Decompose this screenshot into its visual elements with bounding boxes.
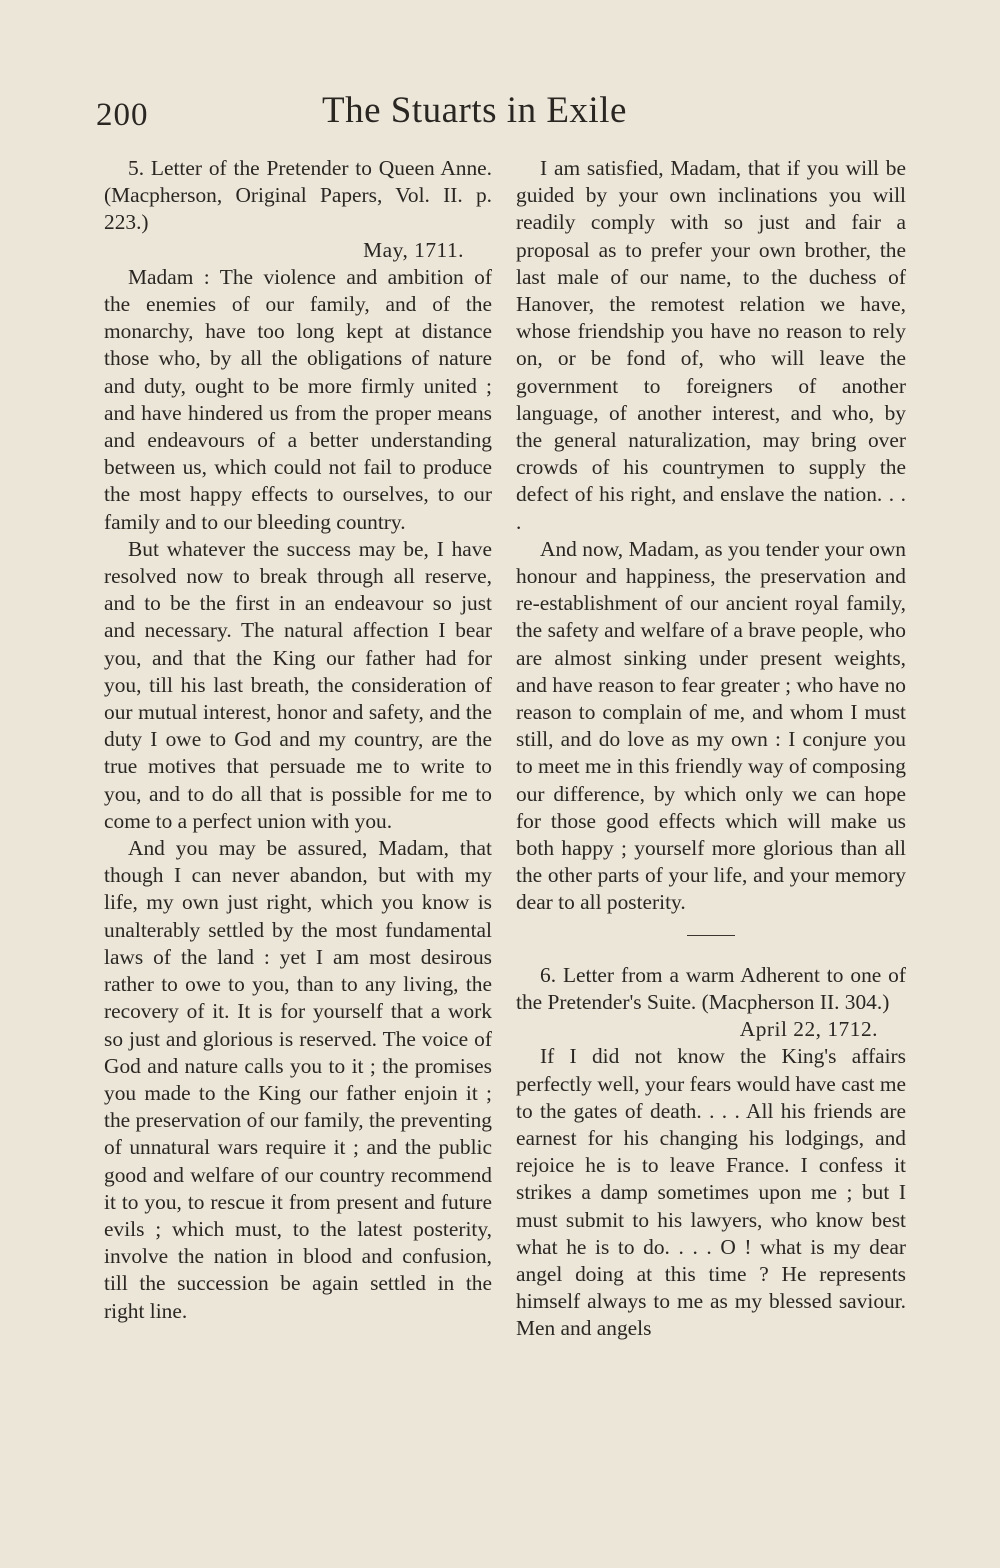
letter-6-heading: 6. Letter from a warm Adherent to one of the Pretender's Suite. (Macpherson II. 304.): [516, 962, 906, 1014]
letter-5-paragraph-3: And you may be assured, Madam, that though I can never abandon, but with my life, my own just right, which you know is unalterably settled by the most fundamental laws of the land : yet I am most desirous rather to owe to you, than to any living, the recovery of it. It is for yourself that a work so just and glorious is reserved. The voice of God and nature calls you to it ; the promises you made to the King our father enjoin it ; the preservation of our family, the preventing of unnatural wars require it ; and the public good and welfare of our country recommend it to you, to rescue it from present and future evils ; which must, to the latest posterity, involve the nation in blood and confusion, till the succession be again settled in the right line.: [104, 836, 492, 1323]
letter-5-heading: 5. Letter of the Pretender to Queen Anne. (Macpherson, Original Papers, Vol. II. p. 223.): [104, 156, 492, 235]
right-column: [516, 155, 906, 1343]
letter-6-paragraph-1: If I did not know the King's affairs perfectly well, your fears would have cast me to the gates of death. . . . All his friends are earnest for his changing his lodgings, and rejoice he is to leave France. I confess it strikes a damp sometimes upon me ; but I must submit to his lawyers, who know best what he is to do. . . . O ! what is my dear angel doing at this time ? He represents himself always to me as my blessed saviour. Men and angels: [516, 1044, 906, 1341]
letter-5-paragraph-1: Madam : The violence and ambition of the enemies of our family, and of the monarchy, have too long kept at distance those who, by all the obligations of nature and duty, ought to be more firmly united ; and have hindered us from the proper means and endeavours of a better understanding between us, which could not fail to produce the most happy effects to ourselves, to our family and to our bleeding country.: [104, 264, 492, 534]
running-title: The Stuarts in Exile: [322, 90, 627, 131]
letter-5-date: May, 1711.: [363, 237, 464, 262]
left-column: [104, 155, 492, 1325]
page-number: 200: [96, 97, 149, 133]
letter-5-paragraph-4: I am satisfied, Madam, that if you will be guided by your own inclinations you will readily comply with so just and fair a proposal as to prefer your own brother, the last male of our name, to the duchess of Hanover, the remotest relation we have, whose friendship you have no reason to rely on, or be fond of, who will leave the government to foreigners of another language, of another interest, and who, by the general naturalization, may bring over crowds of his countrymen to supply the defect of his right, and enslave the nation. . . .: [516, 156, 906, 534]
letter-5-paragraph-2: But whatever the success may be, I have resolved now to break through all reserve, and to be the first in an endeavour so just and necessary. The natural affection I bear you, and that the King our father had for you, till his last breath, the consideration of our mutual interest, honor and safety, and the duty I owe to God and my country, are the true motives that persuade me to write to you, and to do all that is possible for me to come to a perfect union with you.: [104, 536, 492, 833]
section-separator: [687, 935, 735, 936]
letter-5-paragraph-5: And now, Madam, as you tender your own honour and happiness, the preservation and re-establishment of our ancient royal family, the safety and welfare of a brave people, who are almost sinking under present weights, and have reason to fear greater ; who have no reason to complain of me, and whom I must still, and do love as my own : I conjure you to meet me in this friendly way of composing our difference, by which only we can hope for those good effects which will make us both happy ; yourself more glorious than all the other parts of your life, and your memory dear to all posterity.: [516, 536, 906, 915]
letter-6-date: April 22, 1712.: [739, 1017, 878, 1042]
